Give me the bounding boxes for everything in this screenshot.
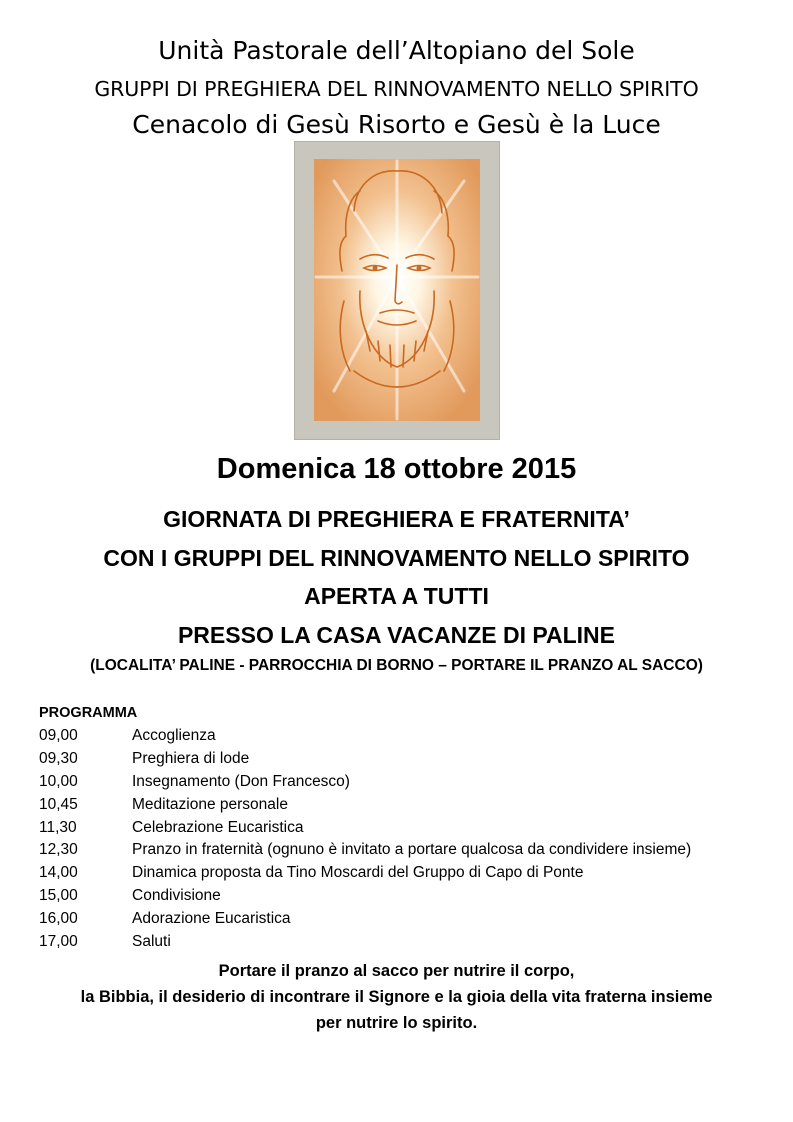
program-description: Adorazione Eucaristica (132, 910, 291, 928)
program-description: Meditazione personale (132, 795, 288, 813)
program-item (39, 794, 769, 817)
program-heading: PROGRAMMA (39, 705, 138, 721)
event-venue-line: PRESSO LA CASA VACANZE DI PALINE (177, 622, 616, 648)
program-item (39, 771, 769, 794)
program-description: Condivisione (132, 887, 221, 905)
closing-line-3: per nutrire lo spirito. (315, 1014, 478, 1032)
closing-line-1: Portare il pranzo al sacco per nutrire il corpo, (218, 962, 575, 980)
cenacle-title: Cenacolo di Gesù Risorto e Gesù è la Luce (132, 110, 661, 139)
program-item (39, 748, 769, 771)
program-time: 10,45 (39, 795, 78, 813)
event-location-note: (LOCALITA’ PALINE - PARROCCHIA DI BORNO – PORTARE IL PRANZO AL SACCO) (90, 657, 703, 674)
program-list (39, 725, 769, 954)
event-open-line: APERTA A TUTTI (304, 583, 489, 609)
program-time: 15,00 (39, 887, 78, 905)
program-time: 09,30 (39, 749, 78, 767)
parish-unit-title: Unità Pastorale dell’Altopiano del Sole (158, 36, 635, 65)
program-description: Celebrazione Eucaristica (132, 818, 304, 836)
program-description: Dinamica proposta da Tino Moscardi del Gruppo di Capo di Ponte (132, 864, 584, 882)
event-date: Domenica 18 ottobre 2015 (216, 453, 577, 485)
program-item (39, 908, 769, 931)
prayer-groups-title: GRUPPI DI PREGHIERA DEL RINNOVAMENTO NELLO SPIRITO (94, 77, 699, 101)
program-description: Accoglienza (132, 727, 216, 744)
program-time: 17,00 (39, 933, 78, 951)
program-item (39, 885, 769, 908)
program-time: 09,00 (39, 727, 78, 744)
program-item (39, 931, 769, 954)
event-groups-line: CON I GRUPPI DEL RINNOVAMENTO NELLO SPIRITO (103, 545, 690, 571)
program-item (39, 817, 769, 840)
program-description: Insegnamento (Don Francesco) (132, 772, 350, 790)
program-time: 11,30 (39, 818, 77, 836)
program-description: Pranzo in fraternità (ognuno è invitato a portare qualcosa da condividere insieme) (132, 841, 692, 859)
program-time: 14,00 (39, 864, 78, 882)
closing-line-2: la Bibbia, il desiderio di incontrare il Signore e la gioia della vita fraterna insieme (80, 988, 713, 1006)
program-item (39, 725, 769, 748)
program-description: Saluti (132, 933, 171, 951)
program-description: Preghiera di lode (132, 749, 250, 767)
program-time: 16,00 (39, 910, 78, 928)
face-of-jesus-illustration (294, 141, 500, 440)
program-time: 12,30 (39, 841, 78, 859)
event-title: GIORNATA DI PREGHIERA E FRATERNITA’ (163, 506, 630, 532)
program-item (39, 839, 769, 862)
program-item (39, 862, 769, 885)
program-time: 10,00 (39, 772, 78, 790)
